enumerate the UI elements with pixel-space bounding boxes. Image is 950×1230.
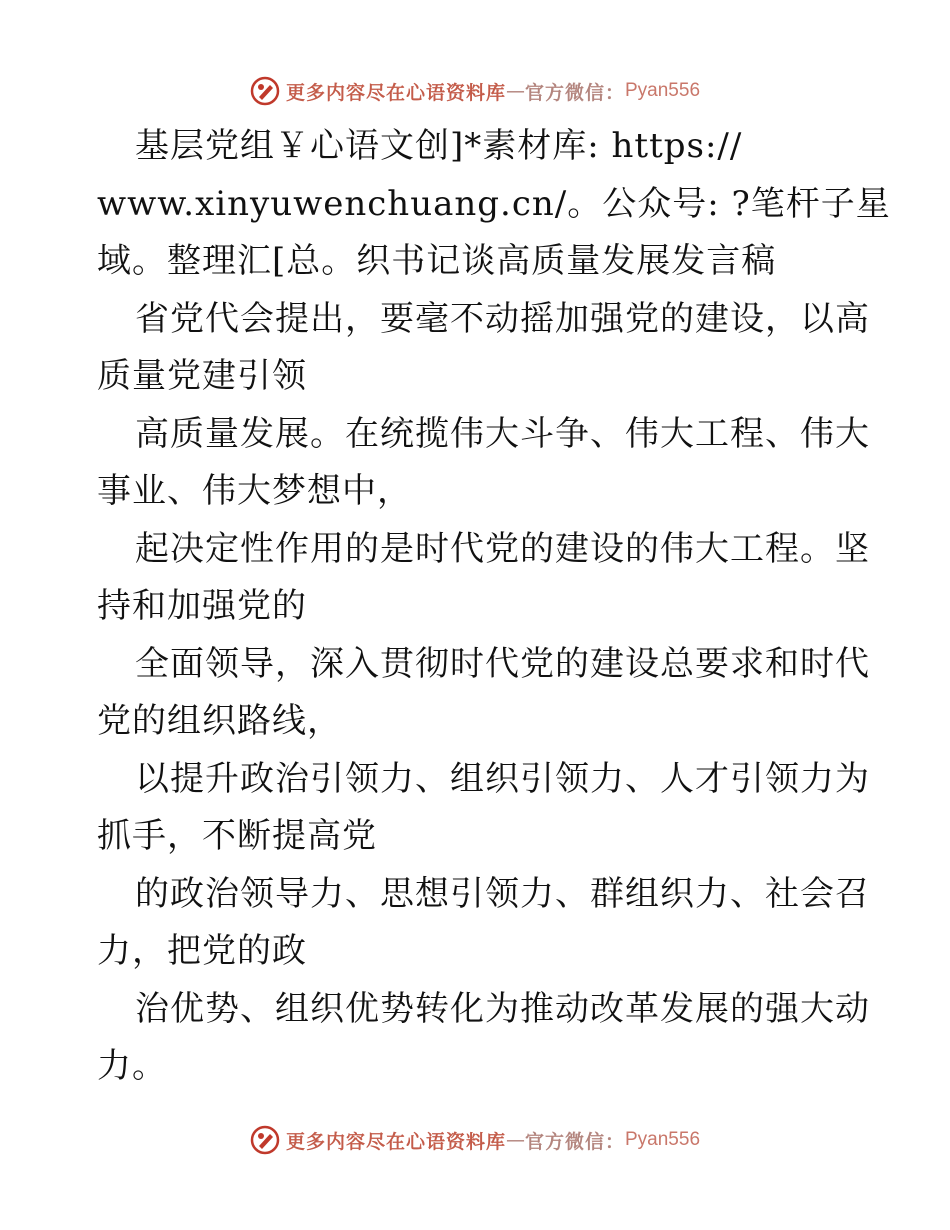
brand-logo-icon bbox=[250, 1125, 280, 1155]
header-wechat-label: 官方微信： bbox=[524, 81, 625, 104]
body-line: 事业、伟大梦想中， bbox=[97, 471, 412, 511]
header-banner bbox=[0, 71, 950, 111]
body-line: 质量党建引领 bbox=[97, 356, 307, 396]
body-line: 基层党组￥心语文创]*素材库: https:// bbox=[135, 126, 743, 166]
header-wechat-id: Pyan556 bbox=[625, 80, 701, 101]
body-line: 高质量发展。在统揽伟大斗争、伟大工程、伟大 bbox=[135, 413, 870, 454]
brand-logo-icon bbox=[250, 76, 280, 106]
footer-promo-text: 更多内容尽在心语资料库 bbox=[285, 1130, 506, 1153]
body-line: 全面领导，深入贯彻时代党的建设总要求和时代 bbox=[135, 643, 870, 684]
header-promo-text: 更多内容尽在心语资料库 bbox=[285, 81, 506, 104]
body-line: 的政治领导力、思想引领力、群组织力、社会召 bbox=[135, 873, 870, 914]
footer-banner bbox=[0, 1120, 950, 1160]
body-line: 党的组织路线， bbox=[97, 701, 342, 741]
body-line: 治优势、组织优势转化为推动改革发展的强大动 bbox=[135, 988, 870, 1029]
footer-separator: — bbox=[505, 1129, 525, 1151]
body-line: 省党代会提出，要毫不动摇加强党的建设，以高 bbox=[135, 298, 870, 339]
footer-wechat-label: 官方微信： bbox=[524, 1130, 625, 1153]
body-line: 抓手，不断提高党 bbox=[97, 816, 377, 856]
body-line: 域。整理汇[总。织书记谈高质量发展发言稿 bbox=[97, 241, 777, 281]
body-line: 起决定性作用的是时代党的建设的伟大工程。坚 bbox=[135, 528, 870, 569]
body-line: 持和加强党的 bbox=[97, 586, 307, 626]
header-separator: — bbox=[505, 80, 525, 102]
document-body bbox=[97, 118, 891, 1096]
body-line: 力，把党的政 bbox=[97, 931, 307, 971]
footer-wechat-id: Pyan556 bbox=[625, 1129, 701, 1150]
body-line: www.xinyuwenchuang.cn/。公众号: ?笔杆子星 bbox=[97, 183, 891, 224]
body-line: 以提升政治引领力、组织引领力、人才引领力为 bbox=[135, 758, 870, 799]
body-line: 力。 bbox=[97, 1046, 167, 1086]
